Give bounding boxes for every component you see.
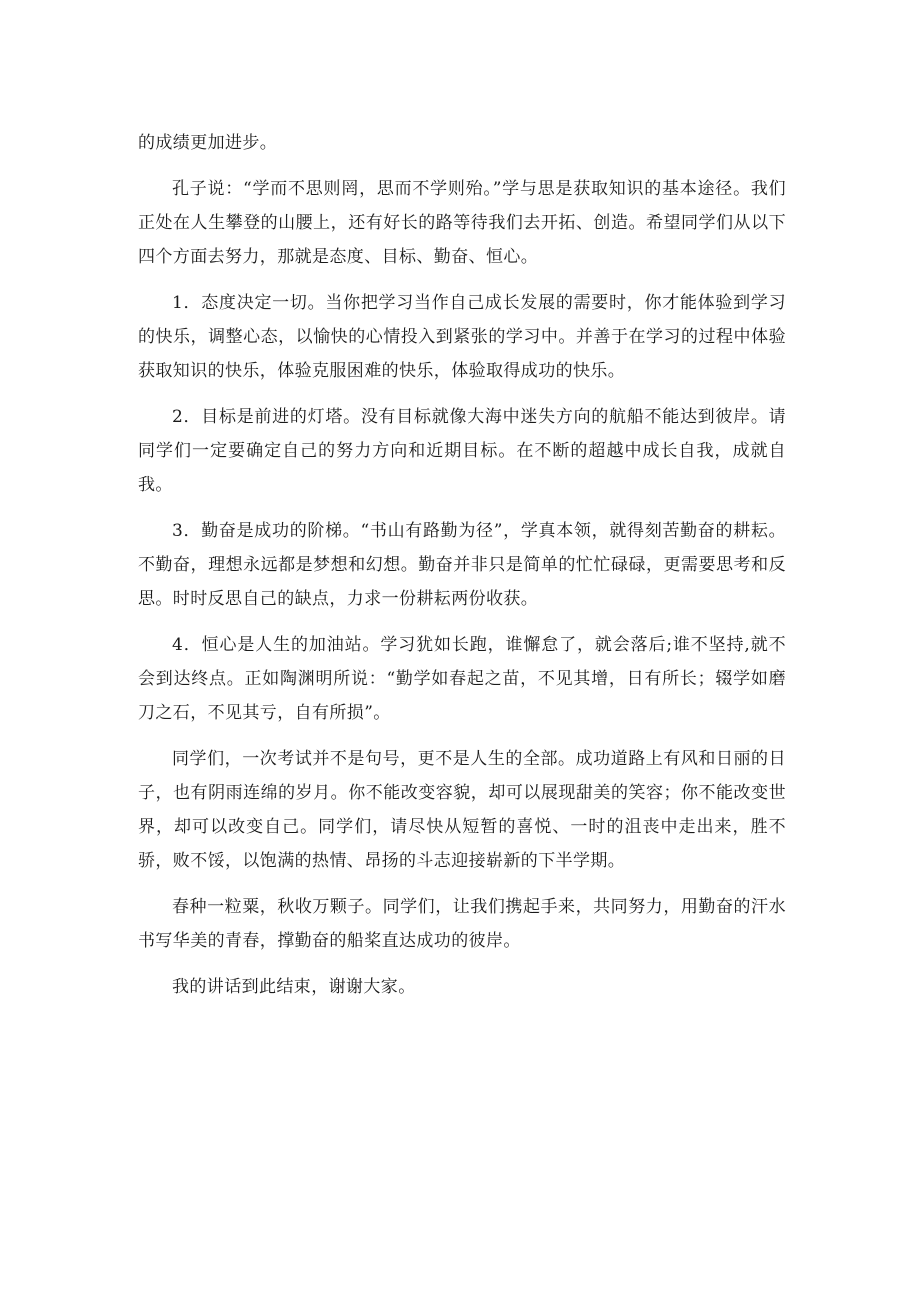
paragraph-confucius-quote: 孔子说：“学而不思则罔，思而不学则殆。”学与思是获取知识的基本途径。我们正处在人生攀登的山腰上，还有好长的路等待我们去开拓、创造。希望同学们从以下四个方面去努力，那就是态度、目标、勤奋、恒心。 — [138, 179, 786, 267]
paragraph-encouragement: 同学们，一次考试并不是句号，更不是人生的全部。成功道路上有风和日丽的日子，也有阴雨连绵的岁月。你不能改变容貌，却可以展现甜美的笑容；你不能改变世界，却可以改变自己。同学们，请尽快从短暂的喜悦、一时的沮丧中走出来，胜不骄，败不馁，以饱满的热情、昂扬的斗志迎接崭新的下半学期。 — [138, 749, 786, 871]
paragraph-point-goal: 2．目标是前进的灯塔。没有目标就像大海中迷失方向的航船不能达到彼岸。请同学们一定要确定自己的努力方向和近期目标。在不断的超越中成长自我，成就自我。 — [138, 407, 786, 495]
paragraph-spring-sowing: 春种一粒粟，秋收万颗子。同学们，让我们携起手来，共同努力，用勤奋的汗水书写华美的青春，撑勤奋的船桨直达成功的彼岸。 — [138, 897, 786, 951]
paragraph-point-diligence: 3．勤奋是成功的阶梯。“书山有路勤为径”，学真本领，就得刻苦勤奋的耕耘。不勤奋，理想永远都是梦想和幻想。勤奋并非只是简单的忙忙碌碌，更需要思考和反思。时时反思自己的缺点，力求一份耕耘两份收获。 — [138, 521, 786, 609]
paragraph-point-attitude: 1．态度决定一切。当你把学习当作自己成长发展的需要时，你才能体验到学习的快乐，调整心态，以愉快的心情投入到紧张的学习中。并善于在学习的过程中体验获取知识的快乐，体验克服困难的快乐，体验取得成功的快乐。 — [138, 293, 786, 381]
document-page — [138, 126, 786, 1016]
paragraph-point-perseverance: 4．恒心是人生的加油站。学习犹如长跑，谁懈怠了，就会落后;谁不坚持,就不会到达终点。正如陶渊明所说：“勤学如春起之苗，不见其增，日有所长；辍学如磨刀之石，不见其亏，自有所损”。 — [138, 635, 786, 723]
paragraph-continuation: 的成绩更加进步。 — [138, 133, 278, 153]
paragraph-closing: 我的讲话到此结束，谢谢大家。 — [172, 977, 416, 997]
